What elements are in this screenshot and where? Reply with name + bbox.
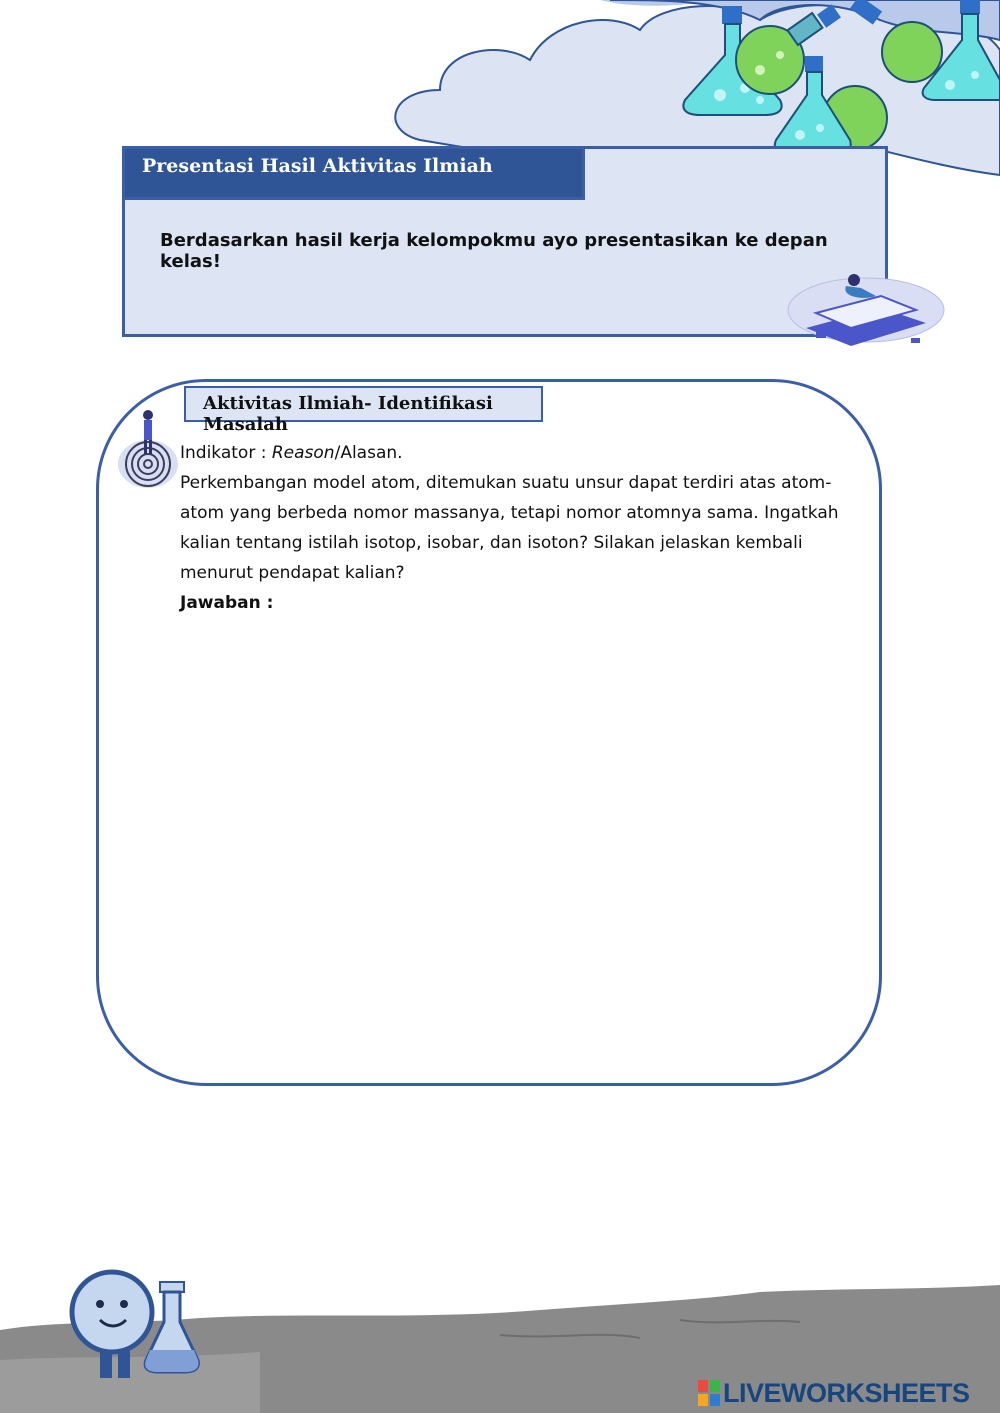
presentation-title: Presentasi Hasil Aktivitas Ilmiah bbox=[122, 146, 585, 200]
question-text: Perkembangan model atom, ditemukan suatu unsur dapat terdiri atas atom-atom yang berbeda nomor massanya, tetapi nomor atomnya sama. Ingatkah kalian tentang istilah isotop, isobar, dan isoton? Silakan jelaskan kembali menurut pendapat kalian? bbox=[180, 473, 839, 583]
indicator-line bbox=[180, 438, 840, 468]
liveworksheets-badge-icon bbox=[698, 1380, 720, 1406]
reading-student-illustration bbox=[786, 268, 951, 350]
indicator-prefix: Indikator : bbox=[180, 443, 272, 463]
presentation-instruction: Berdasarkan hasil kerja kelompokmu ayo presentasikan ke depan kelas! bbox=[160, 230, 828, 272]
liveworksheets-logo bbox=[698, 1376, 970, 1410]
indicator-emphasis: Reason bbox=[271, 443, 335, 463]
indicator-suffix: /Alasan. bbox=[334, 443, 403, 463]
activity-content bbox=[180, 438, 840, 618]
maze-person-icon bbox=[116, 406, 180, 490]
activity-title: Aktivitas Ilmiah- Identifikasi Masalah bbox=[184, 386, 543, 422]
answer-label: Jawaban : bbox=[180, 593, 274, 613]
logo-text: LIVEWORKSHEETS bbox=[723, 1377, 970, 1408]
